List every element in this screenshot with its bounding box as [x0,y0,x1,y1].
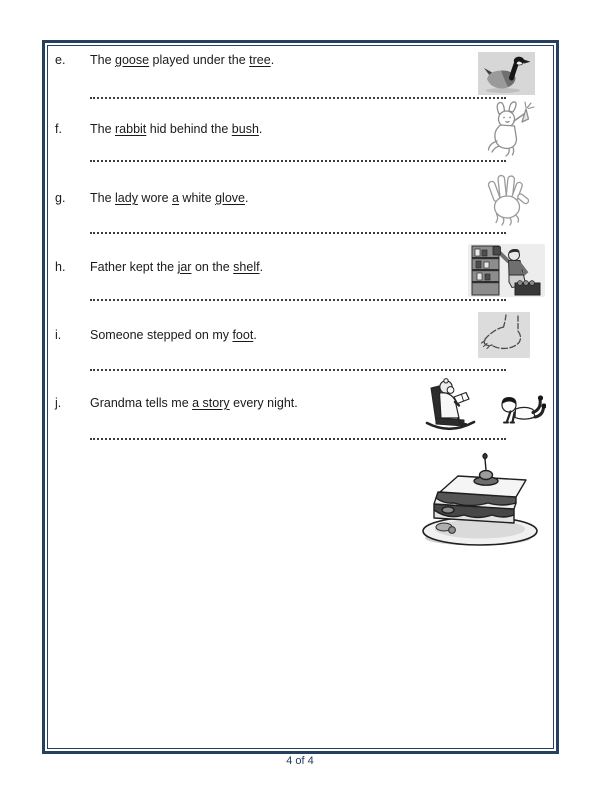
page-number: 4 of 4 [286,755,314,767]
worksheet-item-f [48,122,553,178]
glove-image [486,172,531,226]
item-sentence: Someone stepped on my foot. [90,328,257,342]
item-sentence: The lady wore a white glove. [90,191,249,205]
worksheet-item-g [48,191,553,247]
item-sentence: Grandma tells me a story every night. [90,396,298,410]
worksheet-item-i [48,328,553,384]
item-label: j. [55,396,62,410]
item-sentence: Father kept the jar on the shelf. [90,260,264,274]
worksheet-item-h [48,260,553,316]
answer-line [90,232,506,234]
grandma-story-image [424,378,546,432]
answer-line [90,299,506,301]
item-label: f. [55,122,62,136]
shelf-image [468,244,545,297]
worksheet-item-j [48,396,553,452]
sandwich-image [418,452,543,547]
answer-line [90,438,506,440]
item-sentence: The goose played under the tree. [90,53,275,67]
answer-line [90,97,506,99]
item-label: e. [55,53,66,67]
page-border [42,40,559,754]
item-label: g. [55,191,66,205]
worksheet-item-e [48,53,553,109]
answer-line [90,369,506,371]
item-label: i. [55,328,62,342]
page-border-inner [47,45,554,749]
rabbit-image [485,100,541,158]
foot-image [478,312,530,358]
answer-line [90,160,506,162]
goose-image [478,52,535,95]
item-label: h. [55,260,66,274]
item-sentence: The rabbit hid behind the bush. [90,122,263,136]
